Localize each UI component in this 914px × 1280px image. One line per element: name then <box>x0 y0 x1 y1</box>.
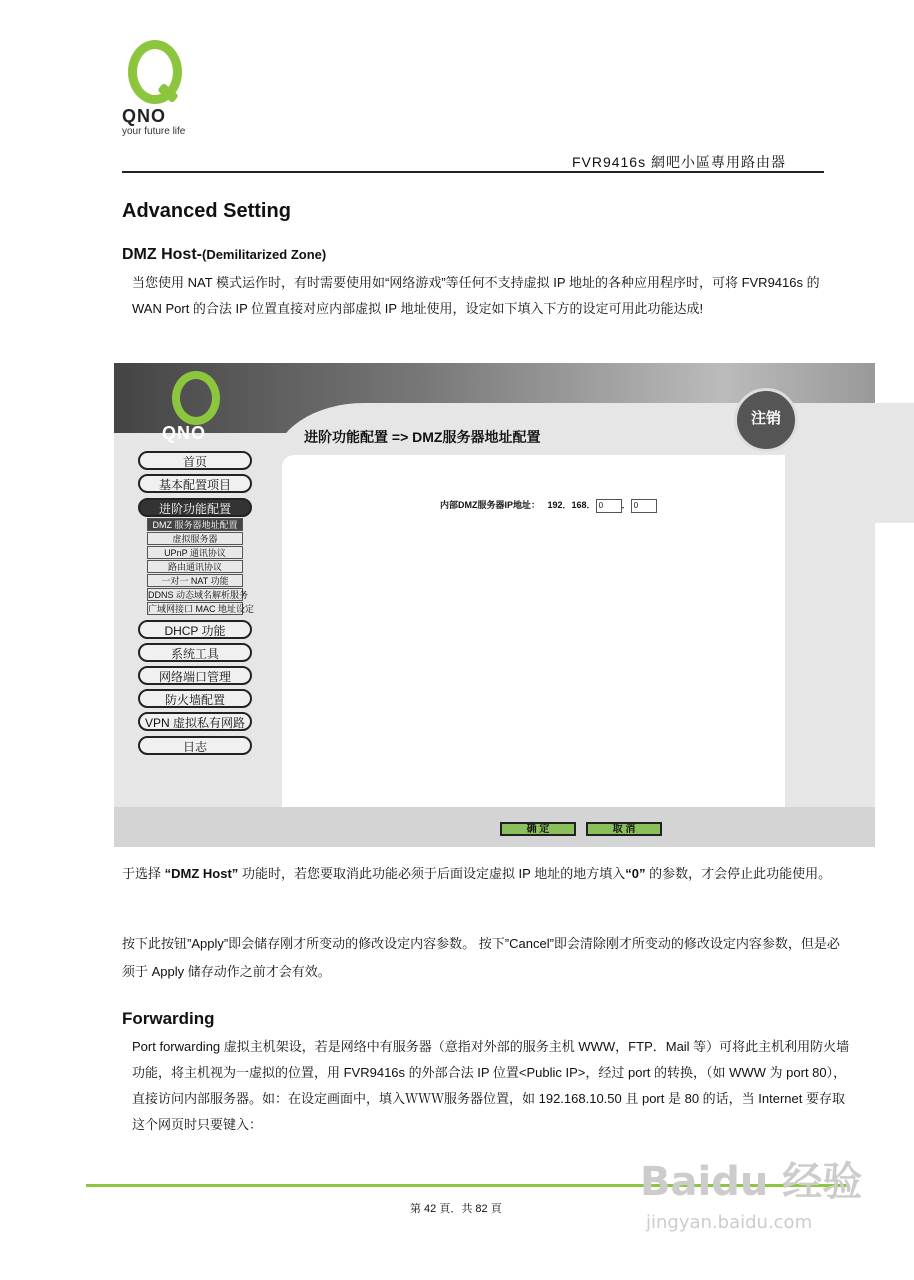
cancel-button[interactable]: 取 消 <box>586 822 662 836</box>
nav-basic[interactable]: 基本配置项目 <box>138 474 252 493</box>
screenshot-logo: QNO <box>162 423 207 443</box>
screenshot-footer <box>114 807 875 847</box>
baidu-watermark-url: jingyan.baidu.com <box>646 1212 813 1233</box>
page-heading: Advanced Setting <box>122 200 291 222</box>
nav-dhcp[interactable]: DHCP 功能 <box>138 620 252 639</box>
forwarding-heading: Forwarding <box>122 1009 215 1028</box>
screenshot-logo-mark <box>172 371 220 425</box>
subnav-ddns[interactable]: DDNS 动态域名解析服务 <box>148 590 249 600</box>
dmz-ip-third-input[interactable]: 0 <box>596 499 622 513</box>
select-paragraph <box>122 860 850 888</box>
dmz-ip-prefix: 192．168． <box>547 500 596 510</box>
ok-button[interactable]: 确 定 <box>500 822 576 836</box>
dmz-ip-dot: ． <box>621 500 631 510</box>
nav-port-management[interactable]: 网络端口管理 <box>138 666 252 685</box>
nav-system-tools[interactable]: 系统工具 <box>138 643 252 662</box>
dmz-title: DMZ Host- <box>122 246 202 263</box>
select-text-2: 功能时，若您要取消此功能必须于后面设定虚拟 IP 地址的地方填入 <box>241 866 626 881</box>
dmz-ip-fourth-input[interactable]: 0 <box>631 499 657 513</box>
router-screenshot <box>114 363 875 847</box>
subnav-one-to-one-nat[interactable]: 一对一 NAT 功能 <box>147 574 243 587</box>
nav-log[interactable]: 日志 <box>138 736 252 755</box>
page-number: 第 42 頁．共 82 頁 <box>410 1203 502 1215</box>
dmz-heading <box>122 246 326 264</box>
dmz-intro: 当您使用 NAT 模式运作时，有时需要使用如“网络游戏”等任何不支持虚拟 IP 地址的各种应用程序时，可将 FVR9416s 的 WAN Port 的合法 IP 位置直接对应内部虚拟 IP 地址使用，设定如下填入下方的设定可用此功能达成! <box>132 275 820 316</box>
nav-firewall[interactable]: 防火墙配置 <box>138 689 252 708</box>
logo-brand: QNO <box>122 106 167 126</box>
document-title: FVR9416s 網吧小區專用路由器 <box>571 154 786 170</box>
baidu-watermark: Baidu 经验 <box>640 1159 863 1205</box>
select-bold-1: “DMZ Host” <box>164 866 239 881</box>
dmz-title-sub: (Demilitarized Zone) <box>201 247 327 262</box>
logout-button[interactable]: 注销 <box>734 388 798 452</box>
nav-home[interactable]: 首页 <box>138 451 252 470</box>
nav-advanced[interactable]: 进阶功能配置 <box>138 498 252 517</box>
logo-tagline: your future life <box>122 126 186 137</box>
select-text-1: 于选择 <box>122 866 162 881</box>
subnav-virtual-server[interactable]: 虚拟服务器 <box>147 532 243 545</box>
select-text-3: 的参数，才会停止此功能使用。 <box>649 866 832 881</box>
dmz-ip-label: 内部DMZ服务器IP地址： <box>440 500 540 510</box>
forwarding-paragraph: Port forwarding 虚拟主机架设，若是网络中有服务器（意指对外部的服务主机 WWW，FTP．Mail 等）可将此主机利用防火墙功能，将主机视为一虚拟的位置，用 FVR9416s 的外部合法 IP 位置<Public IP>，经过 port 的转换，（如 WWW 为 port 80），直接访问内部服务器。如：在设定画面中，填入ＷＷＷ服务器位置，如 192.168.10.50 且 port 是 80 的话，当 Internet 要存取这个网页时只要键入： <box>132 1039 850 1132</box>
qno-logo <box>120 40 200 140</box>
dmz-ip-row <box>440 498 657 513</box>
apply-paragraph: 按下此按钮”Apply”即会储存刚才所变动的修改设定内容参数。 按下”Cancel”即会清除刚才所变动的修改设定内容参数，但是必须于 Apply 储存动作之前才会有效。 <box>122 936 840 979</box>
subnav-upnp[interactable]: UPnP 通讯协议 <box>147 546 243 559</box>
header-divider <box>122 171 824 173</box>
subnav-dmz[interactable]: DMZ 服务器地址配置 <box>147 518 243 531</box>
subnav-mac[interactable]: 广域网接口 MAC 地址设定 <box>148 604 255 614</box>
nav-vpn[interactable]: VPN 虚拟私有网路 <box>138 712 252 731</box>
subnav-routing[interactable]: 路由通讯协议 <box>147 560 243 573</box>
select-bold-2: “0” <box>625 866 646 881</box>
screenshot-title: 进阶功能配置 => DMZ服务器地址配置 <box>304 429 541 445</box>
